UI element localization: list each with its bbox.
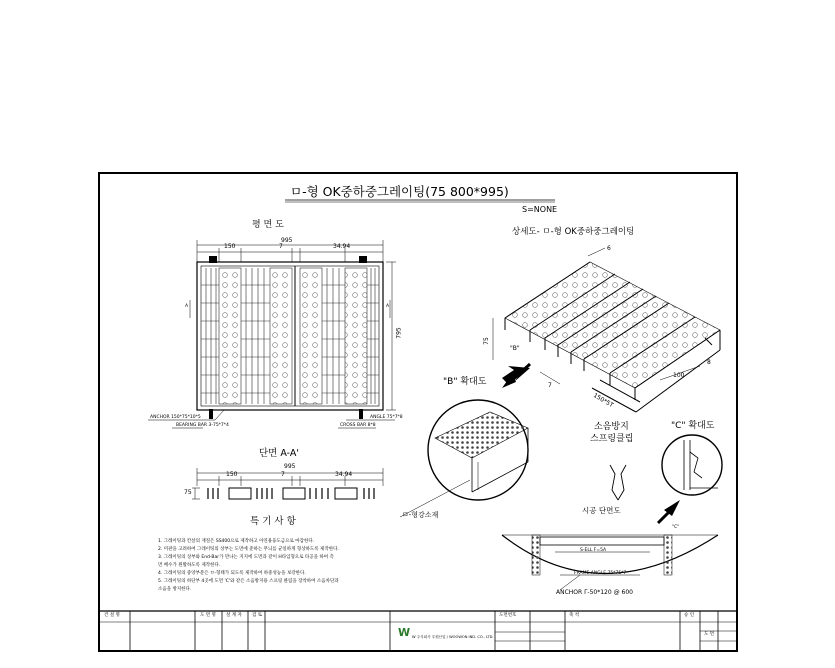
tb-cell-7: 승 인 bbox=[684, 613, 695, 618]
note-item-1: 1. 그레이팅과 칸살의 재질은 SS400으로 제작하고 아연용융도금으로 마감한다. bbox=[158, 539, 315, 544]
zoom-c bbox=[662, 435, 722, 495]
plan-dim-right: 34.94 bbox=[333, 243, 351, 250]
section-view bbox=[192, 468, 383, 499]
note-item-6: 5. 그레이팅의 하단부 4곳에 도면 'C'와 같은 소음방지용 스프링 클립을 장착하여 소음차단과 bbox=[158, 579, 339, 584]
tb-cell-3: 설 계 자 bbox=[226, 613, 242, 618]
detail-dim-8: 8 bbox=[707, 359, 711, 366]
note-item-5: 4. 그레이팅의 중앙부분은 ㅁ-형태가 되도록 제작하여 하중성능을 보강한다. bbox=[158, 571, 306, 576]
section-dim-left: 150 bbox=[226, 471, 238, 478]
tb-cell-5: 도면번호 bbox=[499, 613, 517, 618]
plan-dim-height: 795 bbox=[395, 327, 403, 339]
drawing-title: ㅁ-형 OK중하중그레이팅(75 800*995) bbox=[290, 184, 509, 199]
isometric-detail bbox=[493, 245, 720, 412]
note-item-7: 소음을 방지한다. bbox=[158, 587, 192, 592]
section-dim-total: 995 bbox=[284, 463, 296, 470]
section-note-1: S-ELL F=5A bbox=[580, 548, 607, 553]
label-c: "C" bbox=[672, 525, 680, 530]
detail-label-b: "B" bbox=[510, 345, 520, 352]
note-item-2: 2. 미관을 고려하여 그레이팅의 상부는 도면에 준하는 무늬를 균일하게 형상하도록 제작한다. bbox=[158, 547, 339, 552]
anchor-note: ANCHOR Γ-50*120 @ 600 bbox=[556, 589, 633, 596]
detail-dim-6: 6 bbox=[607, 245, 611, 252]
note-anchor: ANCHOR 150*75*10*5 bbox=[150, 415, 201, 420]
section-dim-mid: 7 bbox=[281, 471, 285, 478]
company-logo: W bbox=[398, 626, 411, 639]
plan-view bbox=[148, 237, 396, 428]
install-section bbox=[502, 535, 718, 590]
section-heading: 단면 A-A' bbox=[259, 448, 299, 459]
steel-label: ㅁ-형강소재 bbox=[402, 511, 439, 519]
clip-label-2: 스프링클립 bbox=[590, 434, 634, 444]
plan-heading: 평 면 도 bbox=[252, 220, 284, 230]
detail-heading: 상세도- ㅁ-형 OK중하중그레이팅 bbox=[512, 227, 635, 237]
tb-cell-2: 도 면 명 bbox=[200, 613, 216, 618]
tb-cell-1: 건 설 명 bbox=[104, 613, 120, 618]
spring-clip bbox=[610, 465, 626, 500]
section-dim-height: 75 bbox=[184, 489, 192, 496]
zoom-c-label: "C" 확대도 bbox=[671, 421, 715, 431]
tb-cell-4: 검 토 bbox=[252, 613, 263, 618]
install-label: 시공 단면도 bbox=[582, 506, 621, 515]
note-bearing: BEARING BAR 3-75*7*4 bbox=[176, 423, 229, 428]
zoom-b-label: "B" 확대도 bbox=[443, 377, 487, 387]
section-dim-right: 34.94 bbox=[335, 471, 353, 478]
clip-label-1: 소음방지 bbox=[594, 422, 629, 432]
zoom-b bbox=[400, 400, 528, 517]
note-cross: CROSS BAR 8*8 bbox=[340, 423, 376, 428]
notes-heading: 특 기 사 항 bbox=[250, 516, 296, 527]
tb-cell-8: 도 면 bbox=[704, 632, 715, 637]
company-name: W 주식회사 우원산업 / WOOWON IND. CO., LTD. bbox=[412, 635, 494, 639]
note-angle: ANGLE 75*7*8 bbox=[370, 415, 403, 420]
title-block bbox=[99, 611, 737, 651]
plan-a-right: A bbox=[386, 304, 390, 309]
note-item-4: 면 배수가 원활하도록 제작한다. bbox=[158, 563, 221, 568]
note-item-3: 3. 그레이팅의 상부와 End-Bar가 만나는 지지에 도면과 같이 H타입형으로 타공을 하여 측 bbox=[158, 555, 334, 560]
detail-dim-150: 150*5T bbox=[591, 392, 615, 410]
section-note-2: FRAME ANGLE 75*75*7 bbox=[574, 571, 627, 576]
plan-dim-left: 150 bbox=[224, 243, 236, 250]
plan-dim-total: 995 bbox=[281, 237, 293, 244]
detail-dim-100: 100 bbox=[673, 372, 685, 379]
detail-dim-75: 75 bbox=[482, 337, 490, 345]
plan-dim-mid: 7 bbox=[279, 243, 283, 250]
tb-cell-6: 축 척 bbox=[569, 613, 580, 618]
scale-label: S=NONE bbox=[522, 205, 558, 214]
plan-a-left: A bbox=[185, 304, 189, 309]
detail-dim-7: 7 bbox=[548, 382, 552, 389]
